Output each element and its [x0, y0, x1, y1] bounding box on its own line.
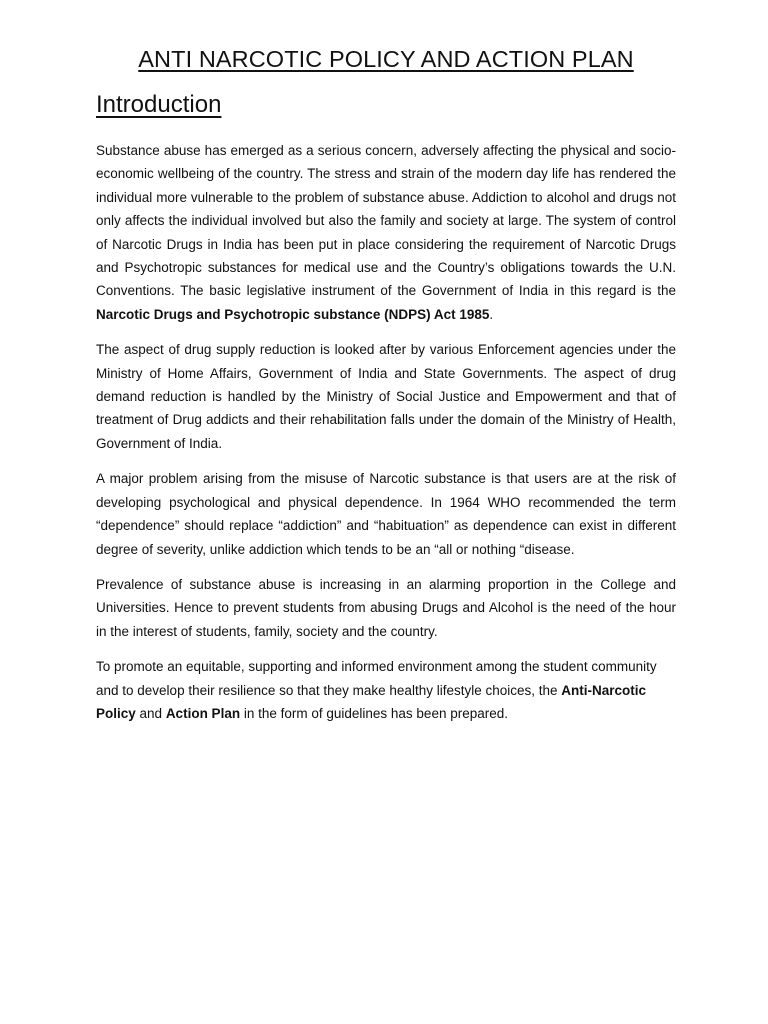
paragraph-1: [96, 139, 676, 326]
paragraph-3: A major problem arising from the misuse of Narcotic substance is that users are at the risk of developing psychological and physical dependence. In 1964 WHO recommended the term “dependence” should replace “addiction” and “habituation” as dependence can exist in different degree of severity, unlike addiction which tends to be an “all or nothing “disease.: [96, 471, 676, 557]
document-title: ANTI NARCOTIC POLICY AND ACTION PLAN: [138, 46, 634, 72]
anti-narcotic-policy-term: Anti-Narcotic Policy: [96, 682, 647, 721]
paragraph-2: The aspect of drug supply reduction is looked after by various Enforcement agencies under the Ministry of Home Affairs, Government of India and State Governments. The aspect of drug demand reduction is handled by the Ministry of Social Justice and Empowerment and that of treatment of Drug addicts and their rehabilitation falls under the domain of the Ministry of Health, Government of India.: [96, 342, 676, 451]
section-heading-introduction: Introduction: [96, 91, 222, 118]
paragraph-5-text-1: To promote an equitable, supporting and informed environment among the student community and to develop their resilience so that they make healthy lifestyle choices, the: [96, 659, 657, 698]
paragraph-4: Prevalence of substance abuse is increasing in an alarming proportion in the College and Universities. Hence to prevent students from abusing Drugs and Alcohol is the need of the hour in the interest of students, family, society and the country.: [96, 576, 676, 639]
paragraph-5: [96, 655, 676, 725]
paragraph-5-text-2: and: [135, 705, 166, 721]
paragraph-5-text-3: in the form of guidelines has been prepared.: [240, 705, 509, 721]
action-plan-term: Action Plan: [165, 705, 241, 721]
paragraph-1-end: .: [489, 306, 494, 322]
ndps-act-reference: Narcotic Drugs and Psychotropic substance (NDPS) Act 1985: [96, 306, 490, 322]
paragraph-1-text: Substance abuse has emerged as a serious concern, adversely affecting the physical and socio-economic wellbeing of the country. The stress and strain of the modern day life has rendered the individual more vulnerable to the problem of substance abuse. Addiction to alcohol and drugs not only affects the individual involved but also the family and society at large. The system of control of Narcotic Drugs in India has been put in place considering the requirement of Narcotic Drugs and Psychotropic substances for medical use and the Country’s obligations towards the U.N. Conventions. The basic legislative instrument of the Government of India in this regard is the: [96, 143, 676, 299]
